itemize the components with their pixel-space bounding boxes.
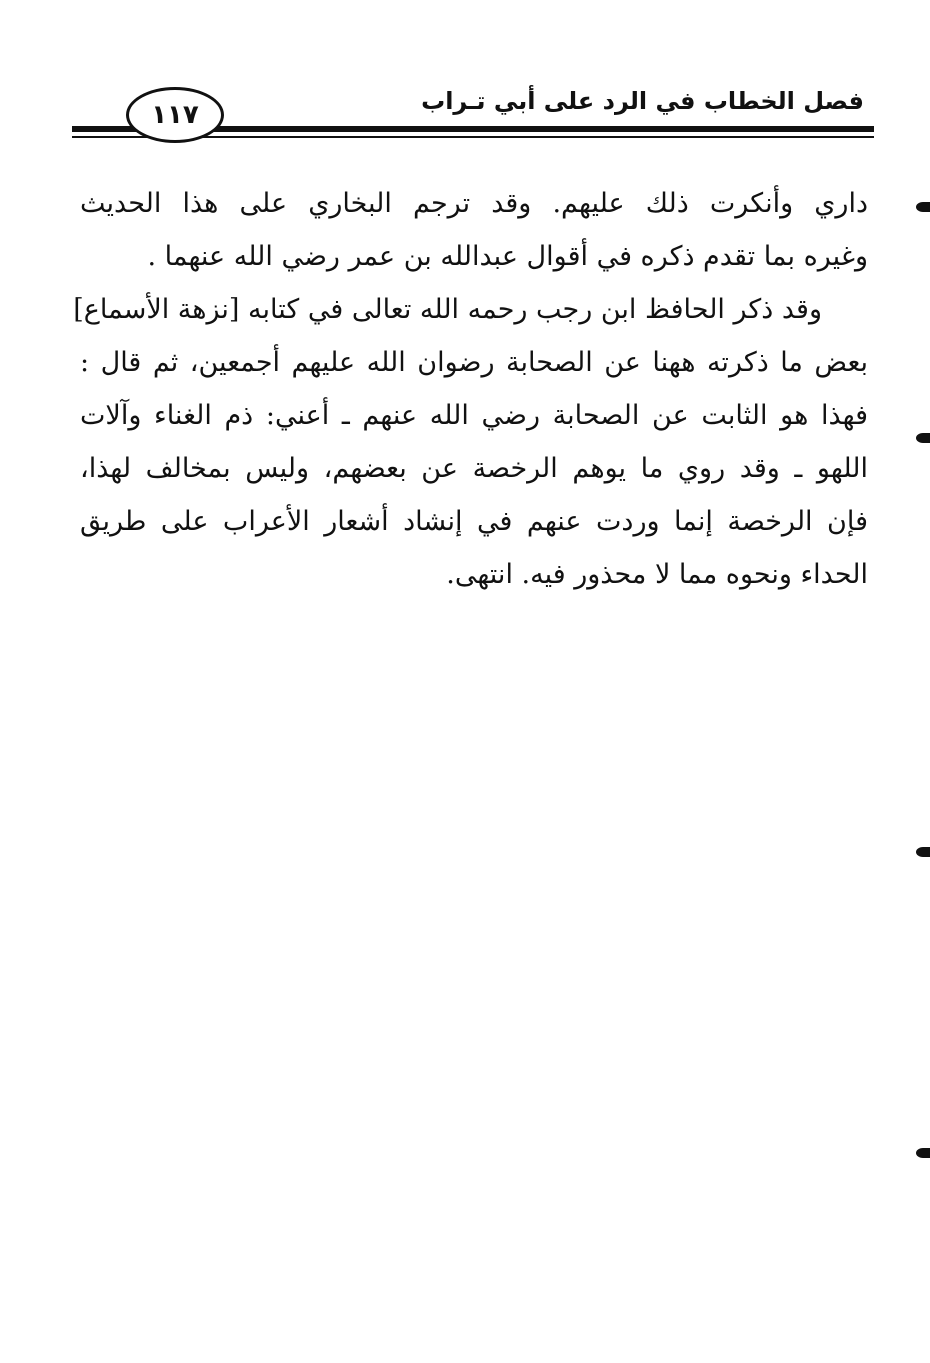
text-line: فهذا هو الثابت عن الصحابة رضي الله عنهم ـ أعني: ذم الغناء وآلات — [80, 400, 868, 431]
scan-edge-mark — [916, 847, 930, 857]
scan-edge-mark — [916, 1148, 930, 1158]
page-number: ١١٧ — [151, 100, 199, 130]
body-text — [73, 177, 868, 601]
text-line: بعض ما ذكرته ههنا عن الصحابة رضوان الله عليهم أجمعين، ثم قال : — [80, 347, 868, 378]
scan-edge-mark — [916, 433, 930, 443]
text-line: وغيره بما تقدم ذكره في أقوال عبدالله بن عمر رضي الله عنهما . — [147, 241, 868, 272]
page-number-oval — [126, 87, 224, 143]
text-line: فإن الرخصة إنما وردت عنهم في إنشاد أشعار الأعراب على طريق — [80, 506, 868, 537]
text-line: داري وأنكرت ذلك عليهم. وقد ترجم البخاري على هذا الحديث — [80, 188, 868, 219]
scan-edge-mark — [916, 202, 930, 212]
text-line: اللهو ـ وقد روي ما يوهم الرخصة عن بعضهم، وليس بمخالف لهذا، — [80, 453, 868, 484]
text-line: وقد ذكر الحافظ ابن رجب رحمه الله تعالى في كتابه [نزهة الأسماع] — [73, 294, 822, 325]
running-title: فصل الخطاب في الرد على أبي تـراب — [421, 87, 864, 115]
text-line: الحداء ونحوه مما لا محذور فيه. انتهى. — [446, 559, 868, 590]
